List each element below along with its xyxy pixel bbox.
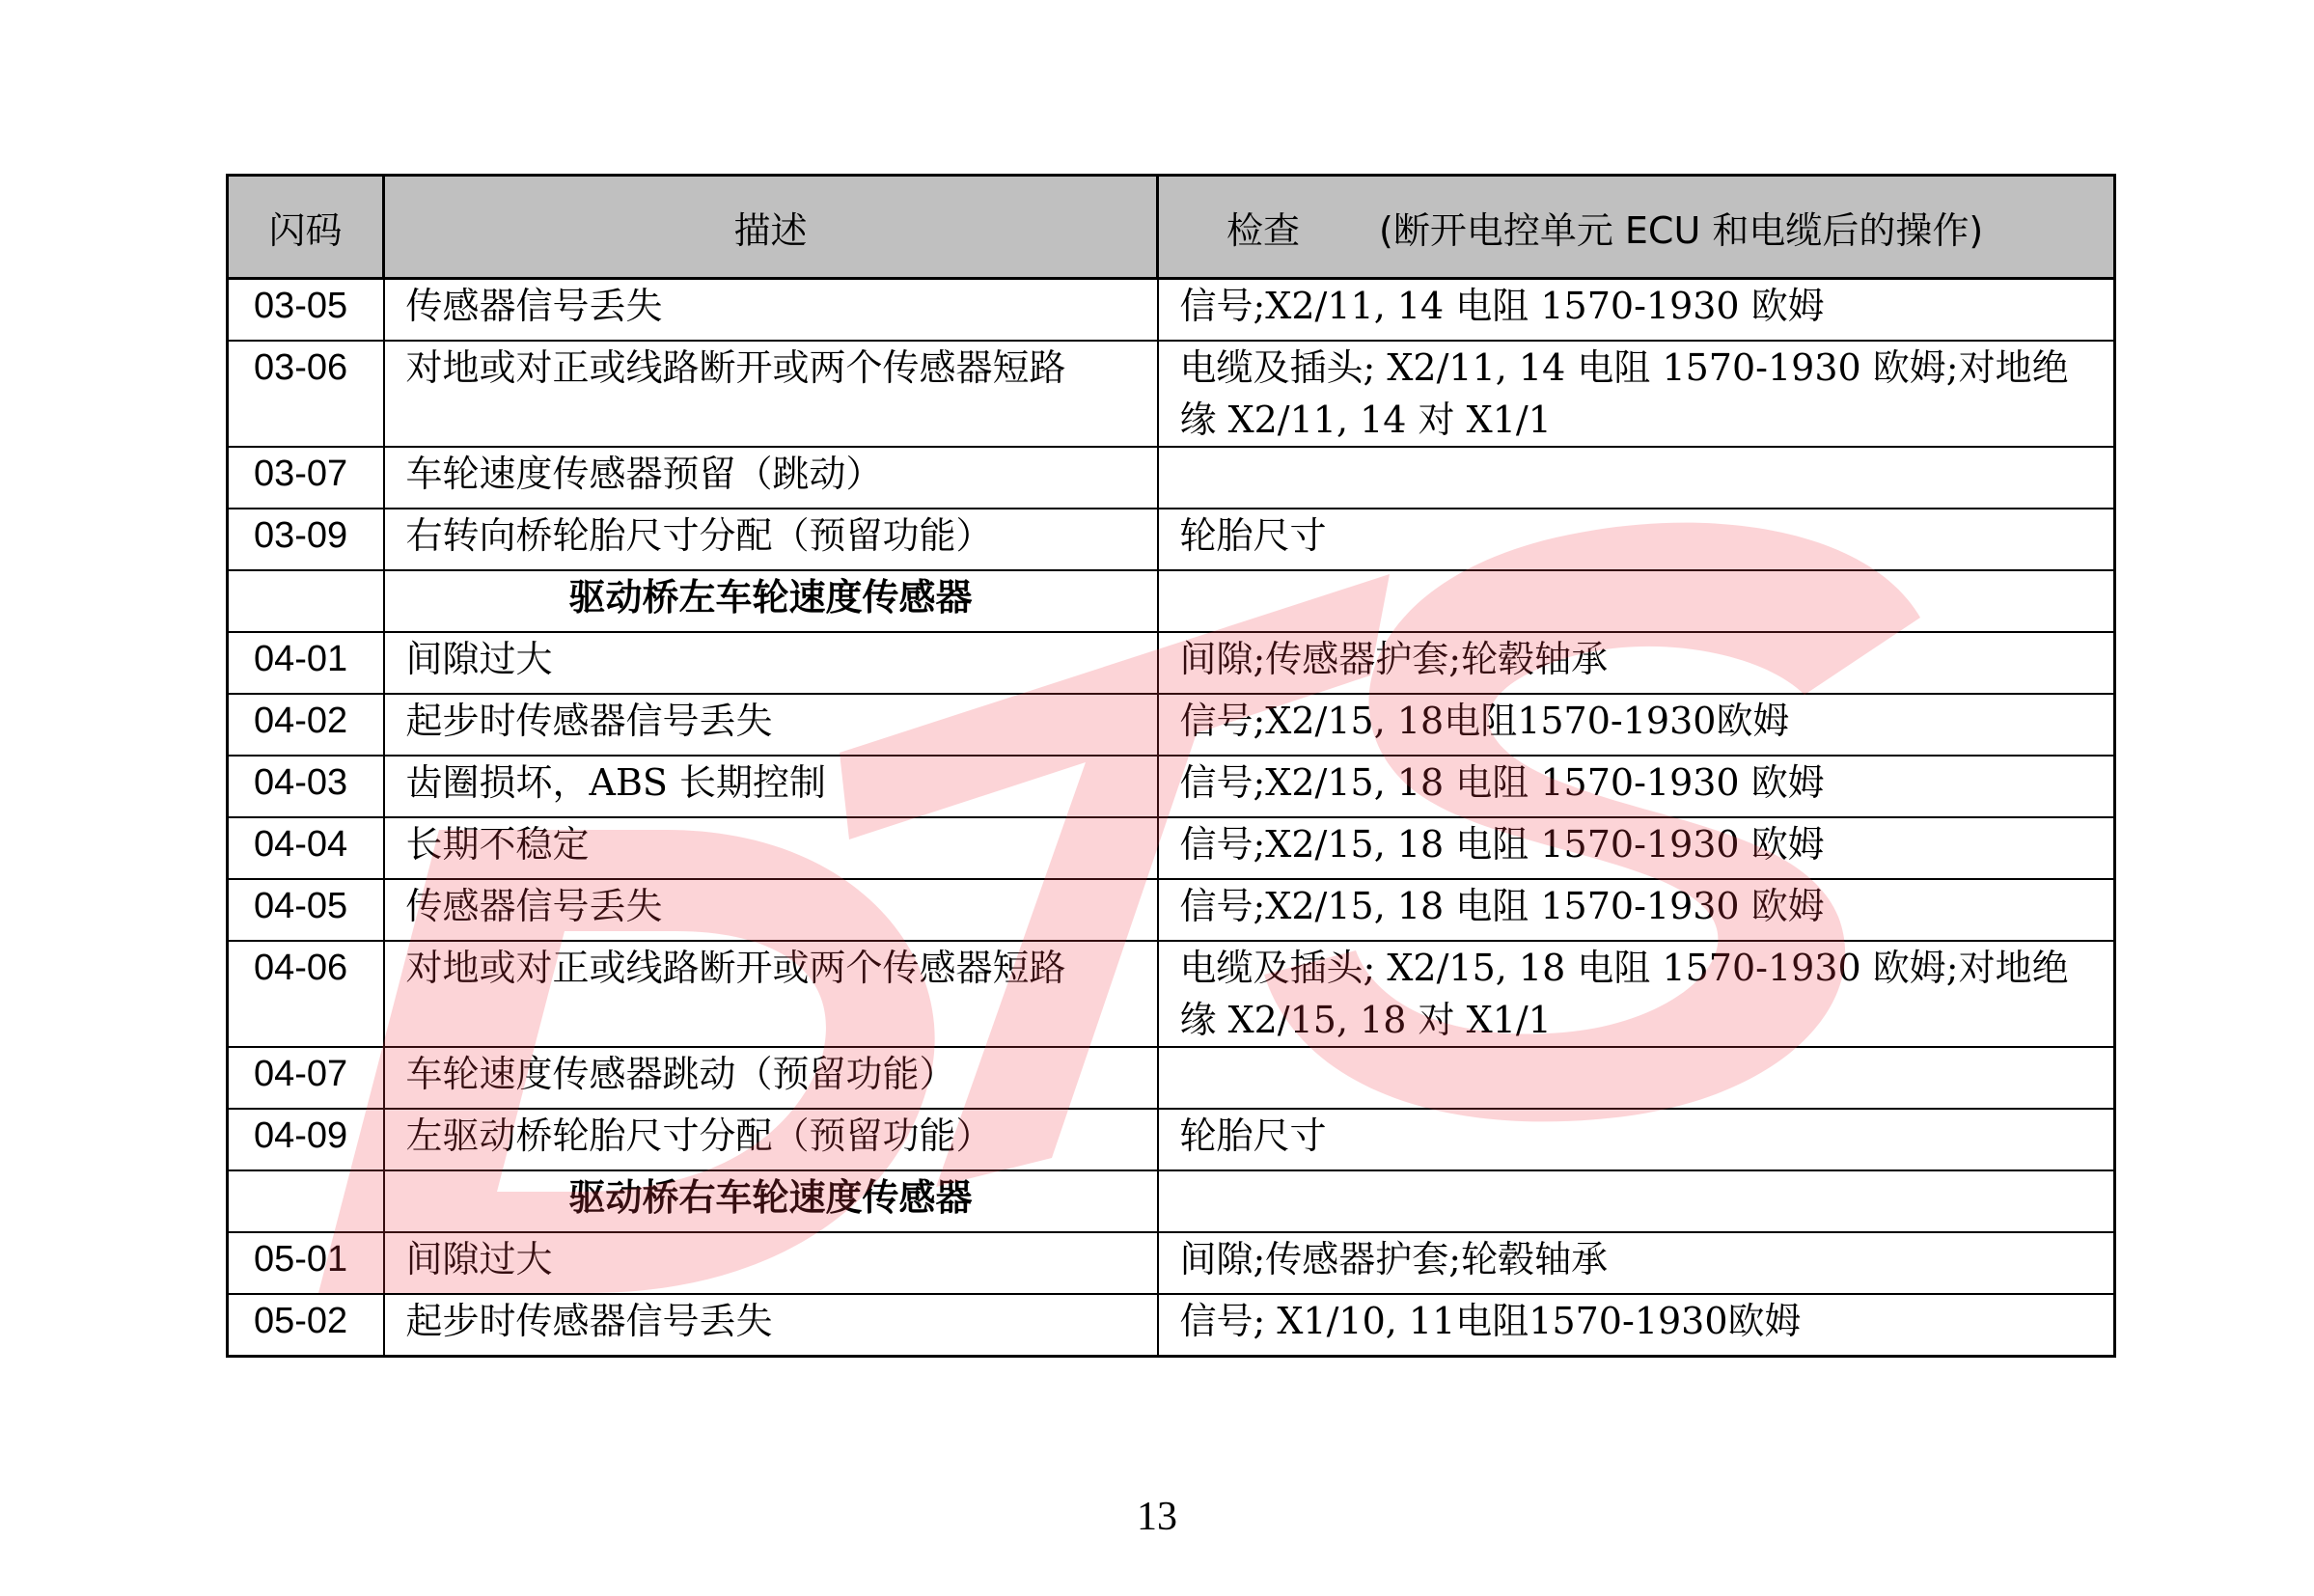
table-row [228,1109,2115,1170]
description-cell: 左驱动桥轮胎尺寸分配（预留功能） [384,1109,1158,1170]
table-row [228,879,2115,941]
section-title: 驱动桥右车轮速度传感器 [384,1170,1158,1232]
diagnostic-code-table [226,174,2116,1358]
check-cell: 间隙;传感器护套;轮毂轴承 [1158,632,2115,694]
check-cell: 电缆及插头; X2/15, 18 电阻 1570-1930 欧姆;对地绝缘 X2/15, 18 对 X1/1 [1158,941,2115,1047]
header-check [1158,176,2115,279]
table-row [228,509,2115,570]
description-cell: 长期不稳定 [384,817,1158,879]
code-cell: 03-05 [228,279,384,342]
description-cell: 间隙过大 [384,1232,1158,1294]
header-code: 闪码 [228,176,384,279]
header-description: 描述 [384,176,1158,279]
check-cell: 信号;X2/15, 18 电阻 1570-1930 欧姆 [1158,756,2115,817]
check-cell: 轮胎尺寸 [1158,1109,2115,1170]
code-cell [228,1170,384,1232]
code-cell: 04-02 [228,694,384,756]
check-cell: 信号; X1/10, 11电阻1570-1930欧姆 [1158,1294,2115,1357]
description-cell: 传感器信号丢失 [384,279,1158,342]
table-row [228,279,2115,342]
check-cell [1158,570,2115,632]
code-cell: 04-05 [228,879,384,941]
section-title: 驱动桥左车轮速度传感器 [384,570,1158,632]
table-row [228,1047,2115,1109]
code-cell: 04-07 [228,1047,384,1109]
table-row [228,694,2115,756]
code-cell: 05-02 [228,1294,384,1357]
code-cell: 03-06 [228,341,384,447]
table-row [228,341,2115,447]
check-cell: 信号;X2/15, 18电阻1570-1930欧姆 [1158,694,2115,756]
table-row [228,941,2115,1047]
check-cell: 电缆及插头; X2/11, 14 电阻 1570-1930 欧姆;对地绝缘 X2/11, 14 对 X1/1 [1158,341,2115,447]
check-cell: 信号;X2/15, 18 电阻 1570-1930 欧姆 [1158,879,2115,941]
check-cell [1158,1047,2115,1109]
code-cell: 04-04 [228,817,384,879]
table-row [228,756,2115,817]
check-cell: 轮胎尺寸 [1158,509,2115,570]
table-row [228,1294,2115,1357]
code-cell [228,570,384,632]
page-number: 13 [1137,1495,1177,1539]
description-cell: 间隙过大 [384,632,1158,694]
description-cell: 起步时传感器信号丢失 [384,1294,1158,1357]
check-cell: 信号;X2/11, 14 电阻 1570-1930 欧姆 [1158,279,2115,342]
code-cell: 03-09 [228,509,384,570]
check-cell [1158,447,2115,509]
description-cell: 车轮速度传感器跳动（预留功能） [384,1047,1158,1109]
description-cell: 对地或对正或线路断开或两个传感器短路 [384,941,1158,1047]
description-cell: 起步时传感器信号丢失 [384,694,1158,756]
check-cell: 间隙;传感器护套;轮毂轴承 [1158,1232,2115,1294]
description-cell: 齿圈损坏，ABS 长期控制 [384,756,1158,817]
check-cell [1158,1170,2115,1232]
table-header-row [228,176,2115,279]
code-cell: 04-01 [228,632,384,694]
section-row [228,570,2115,632]
description-cell: 传感器信号丢失 [384,879,1158,941]
code-cell: 04-06 [228,941,384,1047]
header-check-note: (断开电控单元 ECU 和电缆后的操作) [1379,208,1984,252]
header-check-label: 检查 [1226,208,1301,252]
table-row [228,632,2115,694]
code-cell: 04-03 [228,756,384,817]
code-cell: 05-01 [228,1232,384,1294]
table-row [228,817,2115,879]
description-cell: 右转向桥轮胎尺寸分配（预留功能） [384,509,1158,570]
description-cell: 对地或对正或线路断开或两个传感器短路 [384,341,1158,447]
code-cell: 03-07 [228,447,384,509]
table-row [228,447,2115,509]
code-cell: 04-09 [228,1109,384,1170]
description-cell: 车轮速度传感器预留（跳动） [384,447,1158,509]
check-cell: 信号;X2/15, 18 电阻 1570-1930 欧姆 [1158,817,2115,879]
section-row [228,1170,2115,1232]
table-row [228,1232,2115,1294]
